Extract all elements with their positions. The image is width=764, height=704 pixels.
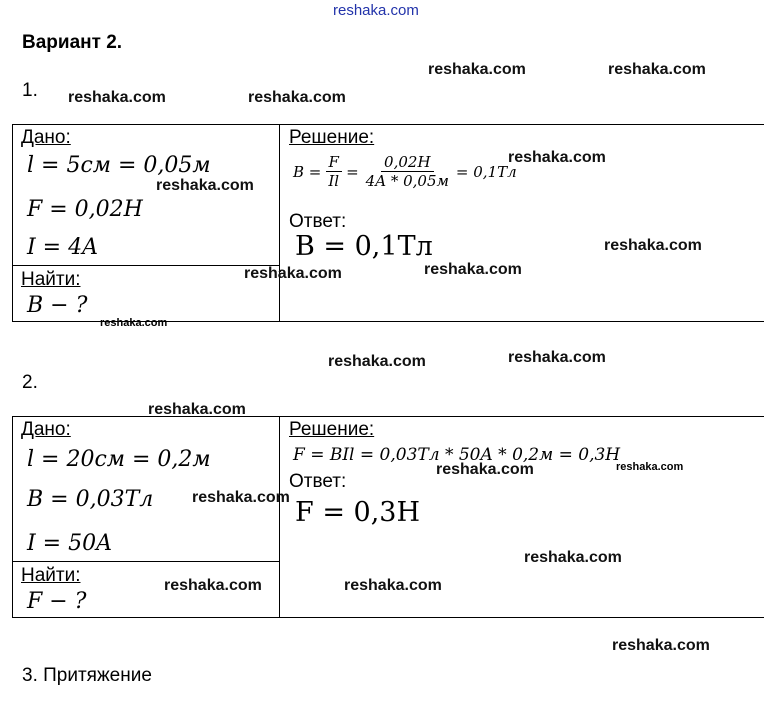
task-1-fraction-1 (325, 153, 342, 190)
task-1-answer-label: Ответ: (289, 211, 347, 232)
task-2-given-label: Дано: (21, 419, 71, 440)
watermark: reshaka.com (436, 461, 534, 478)
task-1-formula-rhs: = 0,1Тл (455, 162, 517, 181)
task-1-fraction-2-num: 0,02H (381, 153, 433, 172)
task-1-given-current: I = 4A (27, 235, 98, 260)
watermark: reshaka.com (68, 89, 166, 106)
watermark: reshaka.com (424, 261, 522, 278)
task-1-fraction-1-den: Il (328, 172, 340, 190)
task-2-find-value: F − ? (27, 589, 87, 614)
task-1-given-force: F = 0,02H (27, 197, 143, 222)
watermark: reshaka.com (244, 265, 342, 282)
task-2-find-label: Найти: (21, 565, 81, 586)
task-2-row-divider (13, 561, 279, 562)
task-1-table (12, 124, 764, 322)
watermark: reshaka.com (508, 349, 606, 366)
watermark: reshaka.com (100, 317, 168, 329)
task-1-solution-formula (293, 153, 517, 190)
watermark: reshaka.com (156, 177, 254, 194)
task-1-answer: B = 0,1Тл (295, 231, 433, 262)
task-1-number: 1. (22, 80, 38, 101)
watermark: reshaka.com (328, 353, 426, 370)
task-1-find-value: B − ? (27, 293, 88, 318)
task-1-solution-label: Решение: (289, 127, 375, 148)
watermark-top: reshaka.com (333, 2, 419, 19)
watermark: reshaka.com (248, 89, 346, 106)
watermark: reshaka.com (608, 61, 706, 78)
task-2-given-induction: B = 0,03Тл (27, 487, 154, 512)
task-2-column-divider (279, 417, 280, 617)
watermark: reshaka.com (524, 549, 622, 566)
task-2-solution-formula: F = BIl = 0,03Тл * 50A * 0,2м = 0,3H (293, 445, 621, 465)
task-1-row-divider (13, 265, 279, 266)
watermark: reshaka.com (616, 461, 684, 473)
task-1-given-label: Дано: (21, 127, 71, 148)
task-1-formula-eq: = (346, 162, 359, 181)
task-1-formula-lhs: B = (293, 162, 322, 181)
watermark: reshaka.com (344, 577, 442, 594)
page-title: Вариант 2. (22, 32, 123, 53)
task-1-column-divider (279, 125, 280, 321)
watermark: reshaka.com (428, 61, 526, 78)
watermark: reshaka.com (192, 489, 290, 506)
task-1-given-length: l = 5см = 0,05м (27, 153, 211, 178)
task-1-find-label: Найти: (21, 269, 81, 290)
task-1-fraction-2-den: 4A * 0,05м (365, 172, 449, 190)
task-2-answer-label: Ответ: (289, 471, 347, 492)
task-1-fraction-2 (363, 153, 452, 190)
watermark: reshaka.com (604, 237, 702, 254)
watermark: reshaka.com (164, 577, 262, 594)
watermark: reshaka.com (612, 637, 710, 654)
task-2-solution-label: Решение: (289, 419, 375, 440)
watermark: reshaka.com (508, 149, 606, 166)
task-2-answer: F = 0,3H (295, 497, 421, 528)
watermark: reshaka.com (148, 401, 246, 418)
task-2-given-length: l = 20см = 0,2м (27, 447, 211, 472)
task-2-given-current: I = 50A (27, 531, 112, 556)
section-3-heading: 3. Притяжение (22, 665, 152, 686)
task-2-number: 2. (22, 372, 38, 393)
task-1-fraction-1-num: F (326, 153, 342, 172)
